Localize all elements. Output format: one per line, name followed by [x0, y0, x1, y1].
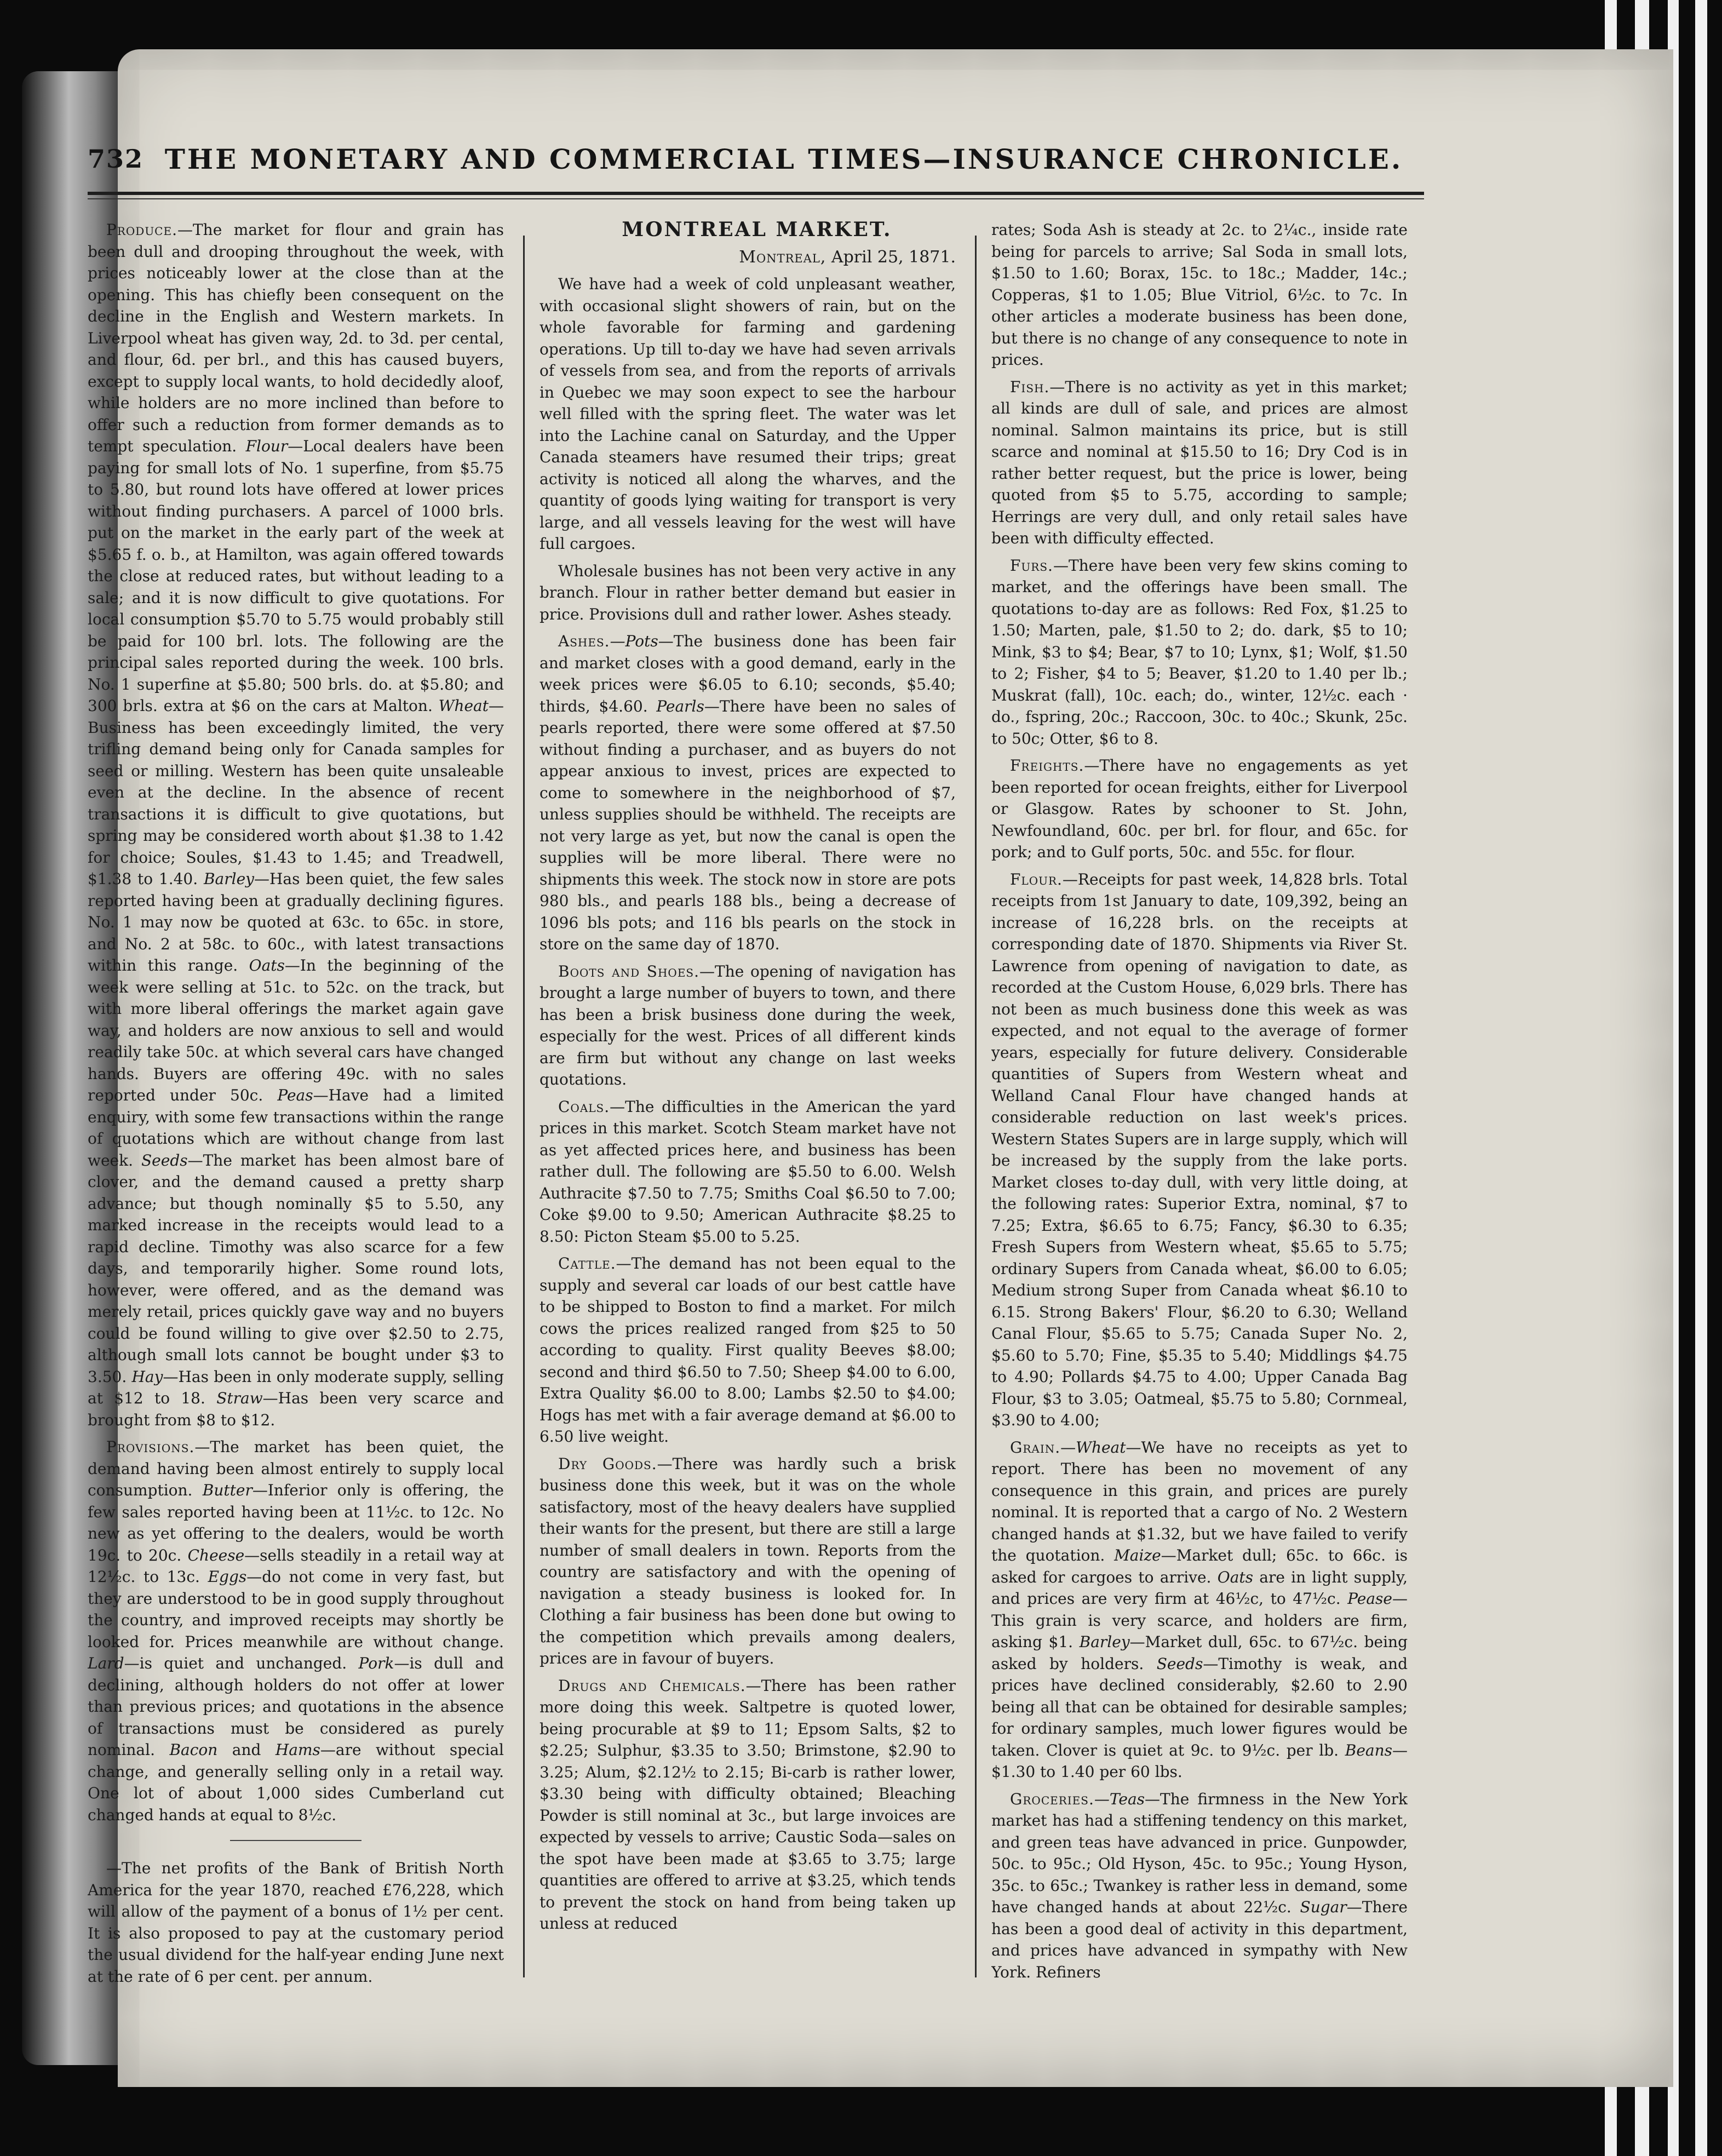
section-head-drugs: Drugs and Chemicals.	[558, 1676, 746, 1695]
sub-head-pots: —Pots	[610, 632, 658, 650]
sub-head-peas: Peas	[277, 1086, 313, 1104]
column-divider-2	[975, 236, 977, 1977]
dry-goods-paragraph: Dry Goods.—There was hardly such a brisk business done this week, but it was on the whole satisfactory, most of the heavy dealers have supplied their wants for the present, but there are still a large number of small dealers in town. Reports from the country are satisfactory and with the opening of navigation a steady business is looked for. In Clothing a fair business has been done but owing to the competition which prevails among dealers, prices are in favour of buyers.	[539, 1454, 956, 1667]
sub-head-pease: Pease	[1347, 1590, 1392, 1608]
sub-head-barley: Barley	[203, 870, 254, 888]
section-head-grain: Grain.	[1010, 1438, 1061, 1457]
sub-head-teas: —Teas	[1094, 1790, 1145, 1808]
section-head-ashes: Ashes.	[558, 632, 610, 650]
column-3	[991, 219, 1408, 2016]
sub-head-grain-seeds: Seeds	[1156, 1654, 1203, 1673]
grain-paragraph: Grain.—Wheat—We have no receipts as yet to report. There has been no movement of any consequence in this grain, and prices are purely nominal. It is reported that a cargo of No. 2 Western changed hands at $1.32, but we have failed to verify the quotation. Maize—Market dull; 65c. to 66c. is asked for cargoes to arrive. Oats are in light supply, and prices are very firm at 46½c, to 47½c. Pease—This grain is very scarce, and holders are firm, asking $1. Barley—Market dull, 65c. to 67½c. being asked by holders. Seeds—Timothy is weak, and prices have declined considerably, $2.60 to 2.90 being all that can be obtained for desirable samples; for ordinary samples, much lower figures would be taken. Clover is quiet at 9c. to 9½c. per lb. Beans—$1.30 to 1.40 per 60 lbs.	[991, 1438, 1408, 1781]
cattle-paragraph: Cattle.—The demand has not been equal to the supply and several car loads of our best cattle have to be shipped to Boston to find a market. For milch cows the prices realized ranged from $25 to 50 according to quality. First quality Beeves $8.00; second and third $6.50 to 7.50; Sheep $4.00 to 6.00, Extra Quality $6.00 to 8.00; Lambs $2.50 to $4.00; Hogs has met with a fair average demand at $6.00 to 6.50 live weight.	[539, 1254, 956, 1446]
groceries-paragraph: Groceries.—Teas—The firmness in the New York market has had a stiffening tendency on this market, and green teas have advanced in price. Gunpowder, 50c. to 95c.; Old Hyson, 45c. to 95c.; Young Hyson, 35c. to 65c.; Twankey is rather less in demand, some have changed hands at about 22½c. Sugar—There has been a good deal of activity in this department, and prices have advanced in sympathy with New York. Refiners	[991, 1790, 1408, 1981]
intro-paragraph-1: We have had a week of cold unpleasant weather, with occasional slight showers of rain, but on the whole favorable for farming and gardening operations. Up till to-day we have had seven arrivals of vessels from sea, and from the reports of arrivals in Quebec we may soon expect to see the harbour well filled with the spring fleet. The water was let into the Lachine canal on Saturday, and the Upper Canada steamers have resumed their trips; great activity is noticed all along the wharves, and the quantity of goods lying waiting for transport is very large, and all vessels leaving for the west will have full cargoes.	[539, 275, 956, 553]
section-head-groceries: Groceries.	[1010, 1790, 1094, 1808]
sub-head-grain-oats: Oats	[1217, 1568, 1254, 1586]
header-rule	[88, 192, 1424, 195]
section-head-boots: Boots and Shoes.	[558, 962, 700, 980]
drugs-continued-paragraph: rates; Soda Ash is steady at 2c. to 2¼c., inside rate being for parcels to arrive; Sal Soda in small lots, $1.50 to 1.60; Borax, 15c. to 18c.; Madder, 14c.; Copperas, $1 to 1.05; Blue Vitriol, 6½c. to 7c. In other articles a moderate business has been done, but there is no change of any consequence to note in prices.	[991, 221, 1408, 369]
section-head-coals: Coals.	[558, 1097, 610, 1116]
flour-paragraph: Flour.—Receipts for past week, 14,828 brls. Total receipts from 1st January to date, 109,392, being an increase of 16,228 brls. on the receipts at corresponding date of 1870. Shipments via River St. Lawrence from opening of navigation to date, as recorded at the Custom House, 6,029 brls. There has not been as much business done this week as was expected, and not equal to the average of former years, especially for future delivery. Considerable quantities of Supers from Western wheat and Welland Canal Flour have changed hands at considerable reduction on last week's prices. Western States Supers are in large supply, which will be increased by the supply from the lake ports. Market closes to-day dull, with very little doing, at the following rates: Superior Extra, nominal, $7 to 7.25; Extra, $6.65 to 6.75; Fancy, $6.30 to 6.35; Fresh Supers from Western wheat, $5.65 to 5.75; ordinary Supers from Canada wheat, $6.00 to 6.05; Medium strong Super from Canada wheat $6.10 to 6.15. Strong Bakers' Flour, $6.20 to 6.30; Welland Canal Flour, $5.65 to 5.75; Canada Super No. 2, $5.60 to 5.70; Fine, $5.35 to 5.40; Middlings $4.75 to 4.90; Pollards $4.75 to 4.00; Upper Canada Bag Flour, $3 to 3.05; Oatmeal, $5.75 to 5.80; Cornmeal, $3.90 to 4.00;	[991, 870, 1408, 1429]
sub-head-grain-wheat: Wheat	[1076, 1438, 1126, 1457]
sub-head-beans: Beans	[1345, 1741, 1393, 1759]
dateline: Montreal, April 25, 1871.	[739, 247, 956, 267]
section-head-freights: Freights.	[1010, 756, 1084, 775]
column-1	[88, 219, 504, 2016]
page-number: 732	[88, 144, 144, 174]
column-divider-1	[523, 236, 525, 1977]
sub-head-straw: Straw	[216, 1389, 263, 1407]
sub-head-butter: Butter	[202, 1481, 252, 1499]
sub-head-maize: Maize	[1114, 1546, 1161, 1564]
section-head-fish: Fish.	[1010, 377, 1050, 396]
sub-head-lard: Lard	[88, 1654, 124, 1672]
section-head-flour: Flour.	[1010, 870, 1063, 888]
ashes-paragraph: Ashes.—Pots—The business done has been fair and market closes with a good demand, early in the week prices were $6.05 to 6.10; seconds, $5.40; thirds, $4.60. Pearls—There have been no sales of pearls reported, there were some offered at $7.50 without finding a purchaser, and as buyers do not appear anxious to invest, prices are expected to come to somewhere in the neighborhood of $7, unless supplies should be withheld. The receipts are not very large as yet, but now the canal is open the supplies will be more liberal. There were no shipments this week. The stock now in store are pots 980 bls., and pearls 188 bls., being a decrease of 1096 bls pots; and 116 bls pearls on the stock in store on the same day of 1870.	[539, 632, 956, 953]
section-head-cattle: Cattle.	[558, 1254, 616, 1272]
section-head-furs: Furs.	[1010, 556, 1053, 575]
sub-head-pearls: Pearls	[656, 697, 704, 715]
sub-head-grain-barley: Barley	[1079, 1633, 1130, 1651]
sub-head-cheese: Cheese	[187, 1546, 245, 1564]
section-head-provisions: Provisions.	[106, 1438, 195, 1456]
section-head-dry-goods: Dry Goods.	[558, 1454, 657, 1473]
sub-head-flour: Flour	[245, 437, 288, 455]
sub-head-bacon: Bacon	[169, 1741, 218, 1759]
freights-paragraph: Freights.—There have no engagements as yet been reported for ocean freights, either for Liverpool or Glasgow. Rates by schooner to St. John, Newfoundland, 60c. per brl. for flour, and 65c. for pork; and to Gulf ports, 50c. and 55c. for flour.	[991, 756, 1408, 861]
drugs-paragraph: Drugs and Chemicals.—There has been rather more doing this week. Saltpetre is quoted lower, being procurable at $9 to 11; Epsom Salts, $2 to $2.25; Sulphur, $3.35 to 3.50; Brimstone, $2.90 to 3.25; Alum, $2.12½ to 2.15; Bi-carb is rather lower, $3.30 being with difficulty obtained; Bleaching Powder is still nominal at 3c., but large invoices are expected by vessels to arrive; Caustic Soda—sales on the spot have been made at $3.65 to 3.75; large quantities are offered to arrive at $3.25, which tends to prevent the stock on hand from being taken up unless at reduced	[539, 1676, 956, 1933]
page-header	[88, 129, 1424, 189]
intro-paragraph-2: Wholesale busines has not been very active in any branch. Flour in rather better demand but easier in price. Provisions dull and rather lower. Ashes steady.	[539, 561, 956, 623]
furs-paragraph: Furs.—There have been very few skins coming to market, and the offerings have been small. The quotations to-day are as follows: Red Fox, $1.25 to 1.50; Marten, pale, $1.50 to 2; do. dark, $5 to 10; Mink, $3 to $4; Bear, $7 to 10; Lynx, $1; Wolf, $1.50 to 2; Fisher, $4 to 5; Beaver, $1.20 to 1.40 per lb.; Muskrat (fall), 10c. each; do., winter, 12½c. each · do., fspring, 20c.; Raccoon, 30c. to 40c.; Skunk, 25c. to 50c; Otter, $6 to 8.	[991, 556, 1408, 748]
produce-paragraph: Produce.—The market for flour and grain has been dull and drooping throughout the week, with prices noticeably lower at the close than at the opening. This has chiefly been consequent on the decline in the English and Western markets. In Liverpool wheat has given way, 2d. to 3d. per cental, and flour, 6d. per brl., and this has caused buyers, except to supply local wants, to hold decidedly aloof, while holders are no more inclined than before to offer such a reduction from former demands as to tempt speculation. Flour—Local dealers have been paying for small lots of No. 1 superfine, from $5.75 to 5.80, but round lots have offered at lower prices without finding purchasers. A parcel of 1000 brls. put on the market in the early part of the week at $5.65 f. o. b., at Hamilton, was again offered towards the close at reduced rates, but without leading to a sale; and it is now difficult to give quotations. For local consumption $5.70 to 5.75 would probably still be paid for 100 brl. lots. The following are the principal sales reported during the week. 100 brls. No. 1 superfine at $5.80; 500 brls. do. at $5.80; and 300 brls. extra at $6 on the cars at Malton. Wheat—Business has been exceedingly limited, the very trifling demand being only for Canada samples for seed or milling. Western has been quite unsaleable even at the decline. In the absence of recent transactions it is difficult to give quotations, but spring may be considered worth about $1.38 to 1.42 for choice; Soules, $1.43 to 1.45; and Treadwell, $1.38 to 1.40. Barley—Has been quiet, the few sales reported having been at gradually declining figures. No. 1 may now be quoted at 63c. to 65c. in store, and No. 2 at 58c. to 60c., with latest transactions within this range. Oats—In the beginning of the week were selling at 51c. to 52c. on the track, but with more liberal offerings the market again gave way, and holders are now anxious to sell and would readily take 50c. at which several cars have changed hands. Buyers are offering 49c. with no sales reported under 50c. Peas—Have had a limited enquiry, with some few transactions within the range of quotations which are without change from last week. Seeds—The market has been almost bare of clover, and the demand caused a pretty sharp advance; but though nominally $5 to 5.50, any marked increase in the receipts would lead to a rapid decline. Timothy was also scarce for a few days, and temporarily higher. Some round lots, however, were offered, and as the demand was merely retail, prices quickly gave way and no buyers could be found willing to give over $2.50 to 2.75, although small lots cannot be bought under $3 to 3.50. Hay—Has been in only moderate supply, selling at $12 to 18. Straw—Has been very scarce and brought from $8 to $12.	[88, 221, 504, 1429]
column-2	[539, 219, 956, 2016]
header-rule-thin	[88, 198, 1424, 199]
boots-paragraph: Boots and Shoes.—The opening of navigation has brought a large number of buyers to town, and there has been a brisk business done during the week, especially for the west. Prices of all different kinds are firm but without any change on last weeks quotations.	[539, 962, 956, 1088]
sub-head-seeds: Seeds	[141, 1151, 188, 1169]
provisions-paragraph: Provisions.—The market has been quiet, the demand having been almost entirely to supply local consumption. Butter—Inferior only is offering, the few sales reported having been at 11½c. to 12c. No new as yet offering to the dealers, would be worth 19c. to 20c. Cheese—sells steadily in a retail way at 12½c. to 13c. Eggs—do not come in very fast, but they are understood to be in good supply throughout the country, and improved receipts may shortly be looked for. Prices meanwhile are without change. Lard—is quiet and unchanged. Pork—is dull and declining, although holders do not offer at lower than previous prices; and quotations in the absence of transactions must be considered as purely nominal. Bacon and Hams—are without special change, and generally selling only in a retail way. One lot of about 1,000 sides Cumberland cut changed hands at equal to 8½c.	[88, 1438, 504, 1824]
bank-note-paragraph: —The net profits of the Bank of British North America for the year 1870, reached £76,228, which will allow of the payment of a bonus of 1½ per cent. It is also proposed to pay at the customary period the usual dividend for the half-year ending June next at the rate of 6 per cent. per annum.	[88, 1859, 504, 1986]
montreal-market-heading: MONTREAL MARKET.	[622, 219, 892, 241]
coals-paragraph: Coals.—The difficulties in the American the yard prices in this market. Scotch Steam market have not as yet affected prices here, and business has been rather dull. The following are $5.50 to 6.00. Welsh Authracite $7.50 to 7.75; Smiths Coal $6.50 to 7.00; Coke $9.00 to 9.50; American Authracite $8.25 to 8.50: Picton Steam $5.00 to 5.25.	[539, 1097, 956, 1246]
sub-head-sugar: Sugar	[1300, 1898, 1347, 1916]
sub-head-pork: Pork	[358, 1654, 394, 1672]
fish-paragraph: Fish.—There is no activity as yet in this market; all kinds are dull of sale, and prices are almost nominal. Salmon maintains its price, but is still scarce and nominal at $15.50 to 16; Dry Cod is in rather better request, but the price is lower, being quoted from $5 to 5.75, according to sample; Herrings are very dull, and only retail sales have been with difficulty effected.	[991, 377, 1408, 547]
sub-head-hams: Hams	[275, 1741, 320, 1759]
sub-head-hay: Hay	[131, 1367, 163, 1386]
page-title: THE MONETARY AND COMMERCIAL TIMES—INSURANCE CHRONICLE.	[164, 142, 1403, 175]
article-separator	[230, 1840, 361, 1841]
sub-head-wheat: Wheat	[438, 697, 489, 715]
section-head-produce: Produce.	[106, 221, 177, 239]
sub-head-eggs: Eggs	[208, 1568, 247, 1586]
sub-head-oats: Oats	[249, 956, 285, 974]
